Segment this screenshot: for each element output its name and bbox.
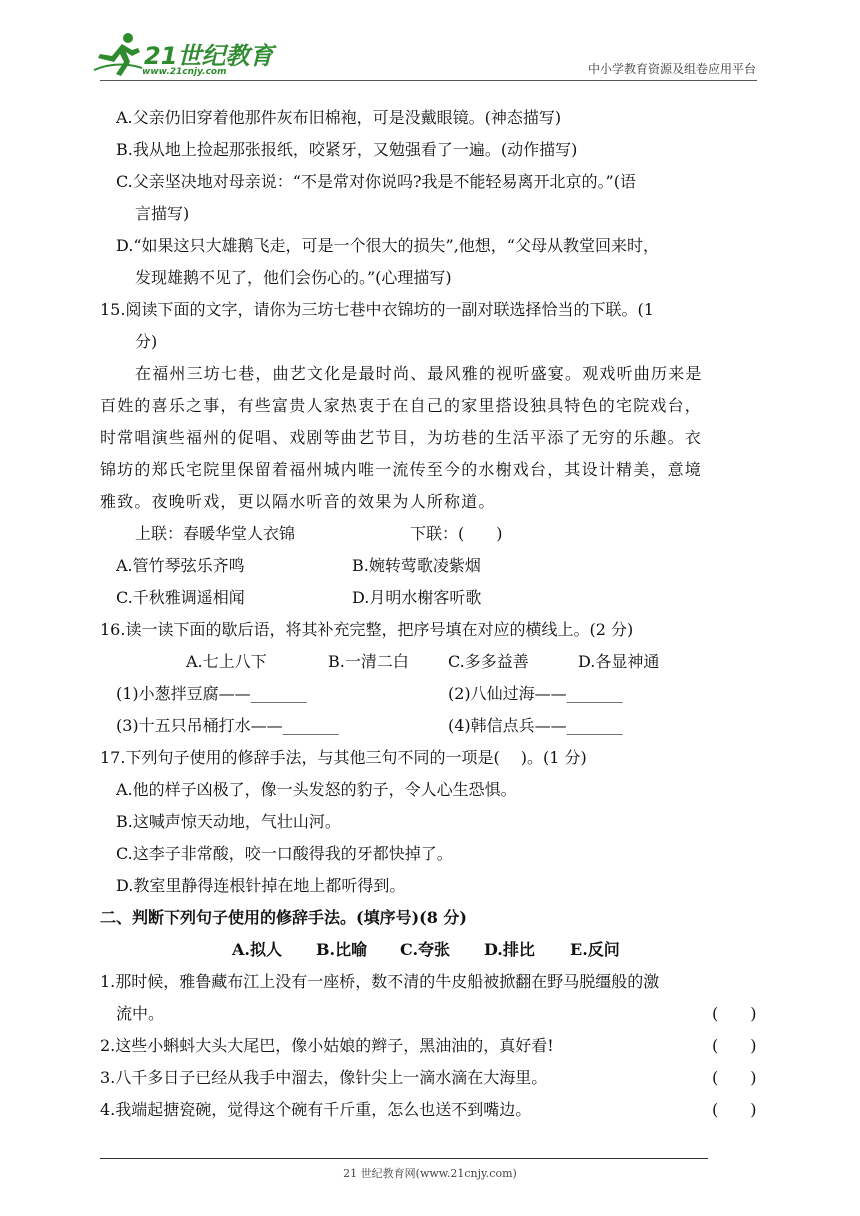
page-header bbox=[0, 0, 860, 86]
q16-item-2: (2)八仙过海——_______ bbox=[448, 684, 623, 703]
q15-passage-line4: 锦坊的郑氏宅院里保留着福州城内唯一流传至今的水榭戏台，其设计精美，意境 bbox=[100, 460, 703, 479]
q16-item-1: (1)小葱拌豆腐——_______ bbox=[116, 684, 307, 703]
section2-title: 二、判断下列句子使用的修辞手法。(填序号)(8 分) bbox=[100, 908, 467, 927]
answer-blank-3[interactable]: ( ) bbox=[712, 1068, 757, 1087]
q16-item-4: (4)韩信点兵——_______ bbox=[448, 716, 623, 735]
q16-option-d: D.各显神通 bbox=[578, 652, 660, 671]
q15-passage-line2: 百姓的喜乐之事，有些富贵人家热衷于在自己的家里搭设独具特色的宅院戏台， bbox=[100, 396, 703, 415]
page-footer: 21 世纪教育网(www.21cnjy.com) bbox=[343, 1167, 517, 1180]
q15-option-c: C.千秋雅调遥相闻 bbox=[116, 588, 245, 607]
q15-passage-line5: 雅致。夜晚听戏，更以隔水听音的效果为人所称道。 bbox=[100, 492, 496, 511]
section2-sentence-2: 2.这些小蝌蚪大头大尾巴，像小姑娘的辫子，黑油油的，真好看! bbox=[100, 1036, 554, 1055]
q17-stem: 17.下列句子使用的修辞手法，与其他三句不同的一项是( )。(1 分) bbox=[100, 748, 587, 767]
q16-option-b: B.一清二白 bbox=[328, 652, 409, 671]
q16-option-c: C.多多益善 bbox=[448, 652, 529, 671]
q15-passage-line1: 在福州三坊七巷，曲艺文化是最时尚、最风雅的视听盛宴。观戏听曲历来是 bbox=[135, 364, 703, 383]
q15-option-b: B.婉转莺歌凌紫烟 bbox=[352, 556, 481, 575]
q14-option-d-line1: D.“如果这只大雄鹅飞走，可是一个很大的损失”,他想，“父母从教堂回来时， bbox=[116, 236, 659, 255]
q17-option-b: B.这喊声惊天动地，气壮山河。 bbox=[116, 812, 341, 831]
q15-option-d: D.月明水榭客听歌 bbox=[352, 588, 482, 607]
q16-option-a: A.七上八下 bbox=[186, 652, 267, 671]
q15-option-a: A.管竹琴弦乐齐鸣 bbox=[116, 556, 245, 575]
logo-text: 21世纪教育 bbox=[144, 42, 274, 70]
site-logo bbox=[92, 30, 274, 82]
section2-sentence-3: 3.八千多日子已经从我手中溜去，像针尖上一滴水滴在大海里。 bbox=[100, 1068, 548, 1087]
q17-option-d: D.教室里静得连根针掉在地上都听得到。 bbox=[116, 876, 406, 895]
answer-blank-4[interactable]: ( ) bbox=[712, 1100, 757, 1119]
answer-blank-2[interactable]: ( ) bbox=[712, 1036, 757, 1055]
footer-divider bbox=[100, 1158, 708, 1159]
q15-upper-couplet: 上联：春暖华堂人衣锦 bbox=[135, 524, 296, 543]
q15-passage-line3: 时常唱演些福州的促唱、戏剧等曲艺节目，为坊巷的生活平添了无穷的乐趣。衣 bbox=[100, 428, 703, 447]
q15-stem-line2: 分) bbox=[135, 332, 158, 351]
q15-stem-line1: 15.阅读下面的文字，请你为三坊七巷中衣锦坊的一副对联选择恰当的下联。(1 bbox=[100, 300, 654, 319]
q14-option-a: A.父亲仍旧穿着他那件灰布旧棉袍，可是没戴眼镜。(神态描写) bbox=[116, 108, 562, 127]
q16-stem: 16.读一读下面的歇后语，将其补充完整，把序号填在对应的横线上。(2 分) bbox=[100, 620, 634, 639]
q14-option-d-line2: 发现雄鹅不见了，他们会伤心的。”(心理描写) bbox=[135, 268, 452, 287]
platform-name: 中小学教育资源及组卷应用平台 bbox=[587, 62, 756, 76]
section2-option-a: A.拟人 bbox=[232, 940, 282, 959]
section2-option-e: E.反问 bbox=[570, 940, 620, 959]
section2-option-b: B.比喻 bbox=[316, 940, 368, 959]
q14-option-c-line1: C.父亲坚决地对母亲说：“不是常对你说吗?我是不能轻易离开北京的。”(语 bbox=[116, 172, 636, 191]
q15-lower-couplet: 下联：( ) bbox=[410, 524, 503, 543]
section2-sentence-1-line2: 流中。 bbox=[116, 1004, 165, 1023]
answer-blank-1[interactable]: ( ) bbox=[712, 1004, 757, 1023]
q17-option-a: A.他的样子凶极了，像一头发怒的豹子，令人心生恐惧。 bbox=[116, 780, 517, 799]
q17-option-c: C.这李子非常酸，咬一口酸得我的牙都快掉了。 bbox=[116, 844, 453, 863]
header-divider bbox=[100, 80, 757, 81]
section2-sentence-1-line1: 1.那时候，雅鲁藏布江上没有一座桥，数不清的牛皮船被掀翻在野马脱缰般的激 bbox=[100, 972, 660, 991]
q14-option-b: B.我从地上捡起那张报纸，咬紧牙，又勉强看了一遍。(动作描写) bbox=[116, 140, 578, 159]
section2-sentence-4: 4.我端起搪瓷碗，觉得这个碗有千斤重，怎么也送不到嘴边。 bbox=[100, 1100, 532, 1119]
section2-option-d: D.排比 bbox=[484, 940, 535, 959]
q16-item-3: (3)十五只吊桶打水——_______ bbox=[116, 716, 339, 735]
logo-url: www.21cnjy.com bbox=[142, 67, 227, 77]
q14-option-c-line2: 言描写) bbox=[135, 204, 190, 223]
section2-option-c: C.夸张 bbox=[400, 940, 451, 959]
